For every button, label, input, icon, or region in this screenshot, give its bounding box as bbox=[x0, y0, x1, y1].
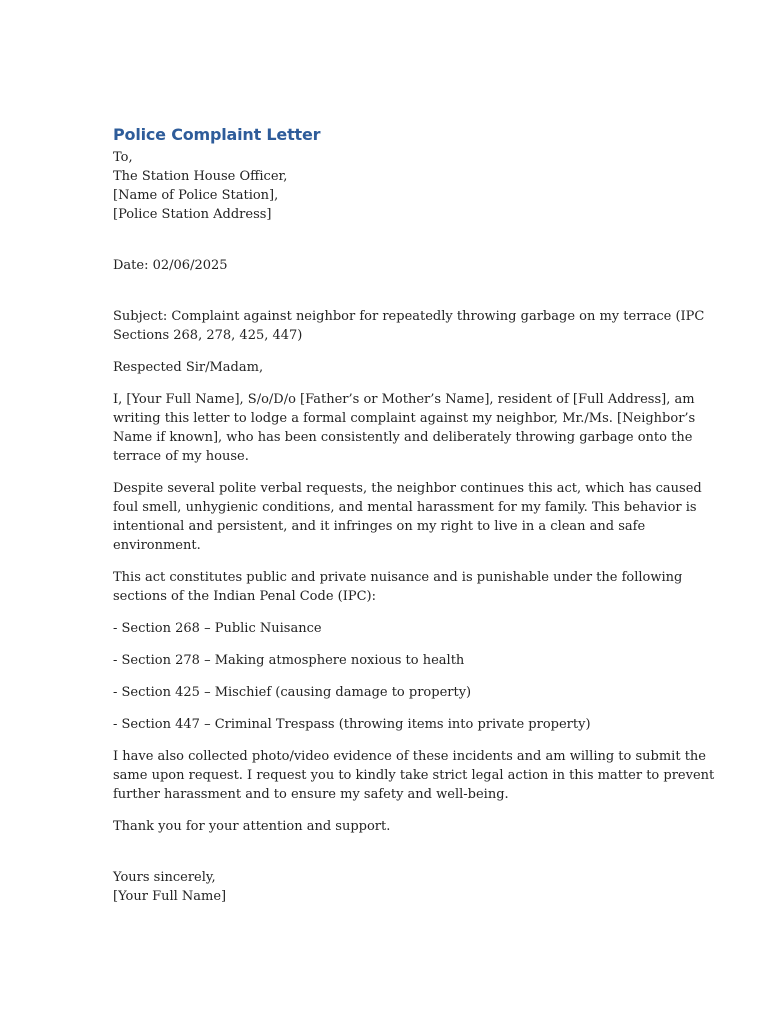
paragraph-introduction bbox=[113, 390, 696, 466]
paragraph-line: I, [Your Full Name], S/o/D/o [Father’s or Mother’s Name], resident of [Full Address], am bbox=[113, 392, 695, 407]
letter-body bbox=[113, 124, 715, 906]
subject-line: Subject: Complaint against neighbor for repeatedly throwing garbage on my terrace (IPC bbox=[113, 309, 705, 324]
section-text: - Section 278 – Making atmosphere noxious to health bbox=[113, 653, 465, 668]
paragraph-legal bbox=[113, 568, 683, 606]
paragraph-line: environment. bbox=[113, 538, 201, 553]
thanks-text: Thank you for your attention and support. bbox=[113, 819, 391, 834]
paragraph-line: same upon request. I request you to kindly take strict legal action in this matter to prevent bbox=[113, 768, 715, 783]
paragraph-line: Despite several polite verbal requests, the neighbor continues this act, which has caused bbox=[113, 481, 702, 496]
address-line: The Station House Officer, bbox=[113, 169, 288, 184]
paragraph-line: further harassment and to ensure my safety and well-being. bbox=[113, 787, 509, 802]
subject-line: Sections 268, 278, 425, 447) bbox=[113, 328, 303, 343]
paragraph-details bbox=[113, 479, 702, 555]
ipc-section-item bbox=[113, 651, 653, 670]
paragraph-line: This act constitutes public and private nuisance and is punishable under the following bbox=[113, 570, 683, 585]
paragraph-line: Name if known], who has been consistently and deliberately throwing garbage onto the bbox=[113, 430, 693, 445]
section-text: - Section 425 – Mischief (causing damage to property) bbox=[113, 685, 472, 700]
paragraph-line: intentional and persistent, and it infringes on my right to live in a clean and safe bbox=[113, 519, 646, 534]
address-line: To, bbox=[113, 150, 133, 165]
paragraph-evidence bbox=[113, 747, 715, 804]
paragraph-line: writing this letter to lodge a formal complaint against my neighbor, Mr./Ms. [Neighbor’s bbox=[113, 411, 696, 426]
ipc-section-item bbox=[113, 619, 653, 638]
paragraph-line: I have also collected photo/video evidence of these incidents and am willing to submit the bbox=[113, 749, 706, 764]
signature-name: [Your Full Name] bbox=[113, 889, 227, 904]
address-line: [Name of Police Station], bbox=[113, 188, 279, 203]
signature-block bbox=[113, 868, 653, 906]
letter-subject bbox=[113, 307, 705, 345]
paragraph-line: sections of the Indian Penal Code (IPC): bbox=[113, 589, 377, 604]
ipc-section-item bbox=[113, 683, 653, 702]
closing-text: Yours sincerely, bbox=[113, 870, 216, 885]
salutation-text: Respected Sir/Madam, bbox=[113, 360, 264, 375]
letter-title: Police Complaint Letter bbox=[113, 125, 321, 144]
section-text: - Section 447 – Criminal Trespass (throwing items into private property) bbox=[113, 717, 591, 732]
paragraph-line: terrace of my house. bbox=[113, 449, 249, 464]
recipient-address bbox=[113, 148, 653, 224]
salutation bbox=[113, 358, 653, 377]
paragraph-line: foul smell, unhygienic conditions, and mental harassment for my family. This behavior is bbox=[113, 500, 697, 515]
thanks-line bbox=[113, 817, 653, 836]
address-line: [Police Station Address] bbox=[113, 207, 272, 222]
letter-date bbox=[113, 256, 653, 275]
ipc-section-item bbox=[113, 715, 653, 734]
section-text: - Section 268 – Public Nuisance bbox=[113, 621, 322, 636]
date-text: Date: 02/06/2025 bbox=[113, 258, 228, 273]
